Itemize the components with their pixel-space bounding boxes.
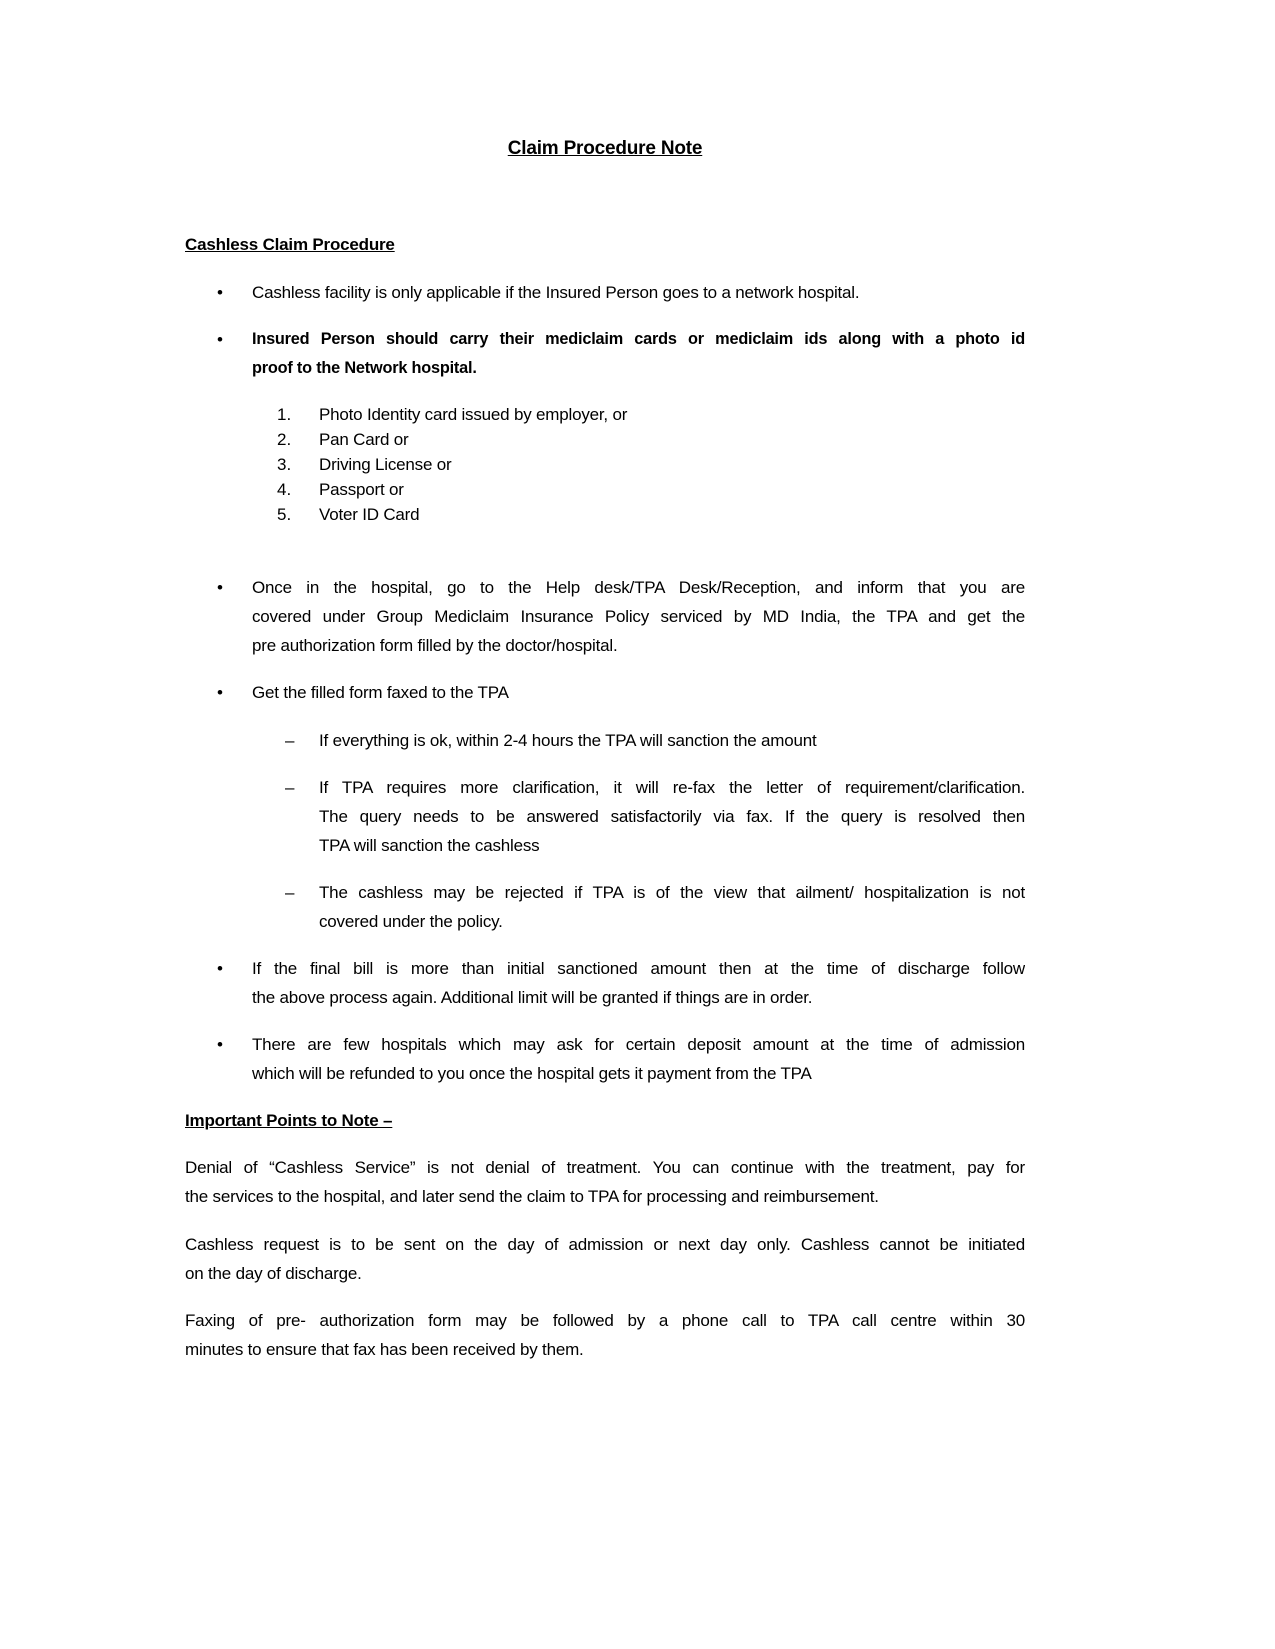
paragraph-text: the services to the hospital, and later send the claim to TPA for processing and reimbursement.: [185, 1187, 879, 1206]
bullet-text: There are few hospitals which may ask for certain deposit amount at the time of admission: [252, 1035, 1025, 1054]
list-item: Passport or: [319, 480, 404, 499]
page-title: Claim Procedure Note: [507, 138, 703, 159]
bullet-text: Once in the hospital, go to the Help desk/TPA Desk/Reception, and inform that you are: [252, 578, 1025, 597]
sub-item-text: If everything is ok, within 2-4 hours the TPA will sanction the amount: [319, 731, 817, 750]
sub-item-text: If TPA requires more clarification, it will re-fax the letter of requirement/clarification.: [319, 778, 1025, 797]
paragraph-text: on the day of discharge.: [185, 1264, 362, 1283]
list-number: 3.: [277, 455, 292, 474]
list-item: Pan Card or: [319, 430, 409, 449]
list-number: 5.: [277, 505, 292, 524]
bullet-text: pre authorization form filled by the doctor/hospital.: [252, 636, 618, 655]
bullet-text: Cashless facility is only applicable if the Insured Person goes to a network hospital.: [252, 283, 860, 302]
bullet-icon: •: [217, 959, 223, 978]
paragraph-text: minutes to ensure that fax has been received by them.: [185, 1340, 584, 1359]
list-item: Voter ID Card: [319, 505, 420, 524]
bullet-icon: •: [217, 1035, 223, 1054]
dash-icon: –: [285, 731, 295, 750]
dash-icon: –: [285, 883, 295, 902]
section-heading-important: Important Points to Note –: [185, 1111, 393, 1130]
bullet-icon: •: [217, 578, 223, 597]
list-item: Driving License or: [319, 455, 452, 474]
paragraph-text: Faxing of pre- authorization form may be followed by a phone call to TPA call centre within 30: [185, 1311, 1025, 1330]
bullet-text: Insured Person should carry their mediclaim cards or mediclaim ids along with a photo id: [252, 330, 1025, 348]
sub-item-text: The cashless may be rejected if TPA is of the view that ailment/ hospitalization is not: [319, 883, 1025, 902]
bullet-text: proof to the Network hospital.: [252, 359, 477, 377]
bullet-text: covered under Group Mediclaim Insurance Policy serviced by MD India, the TPA and get the: [252, 607, 1025, 626]
sub-item-text: TPA will sanction the cashless: [319, 836, 540, 855]
bullet-text: which will be refunded to you once the hospital gets it payment from the TPA: [252, 1064, 812, 1083]
bullet-icon: •: [217, 283, 223, 302]
bullet-text: Get the filled form faxed to the TPA: [252, 683, 509, 702]
bullet-text: If the final bill is more than initial sanctioned amount then at the time of discharge follow: [252, 959, 1025, 978]
list-number: 1.: [277, 405, 292, 424]
bullet-icon: •: [217, 330, 223, 349]
bullet-icon: •: [217, 683, 223, 702]
paragraph-text: Denial of “Cashless Service” is not denial of treatment. You can continue with the treatment, pay for: [185, 1158, 1025, 1177]
bullet-text: the above process again. Additional limit will be granted if things are in order.: [252, 988, 813, 1007]
list-item: Photo Identity card issued by employer, or: [319, 405, 628, 424]
sub-item-text: The query needs to be answered satisfactorily via fax. If the query is resolved then: [319, 807, 1025, 826]
dash-icon: –: [285, 778, 295, 797]
list-number: 4.: [277, 480, 292, 499]
sub-item-text: covered under the policy.: [319, 912, 503, 931]
section-heading-cashless: Cashless Claim Procedure: [185, 235, 395, 254]
list-number: 2.: [277, 430, 292, 449]
paragraph-text: Cashless request is to be sent on the day of admission or next day only. Cashless cannot be initiated: [185, 1235, 1025, 1254]
